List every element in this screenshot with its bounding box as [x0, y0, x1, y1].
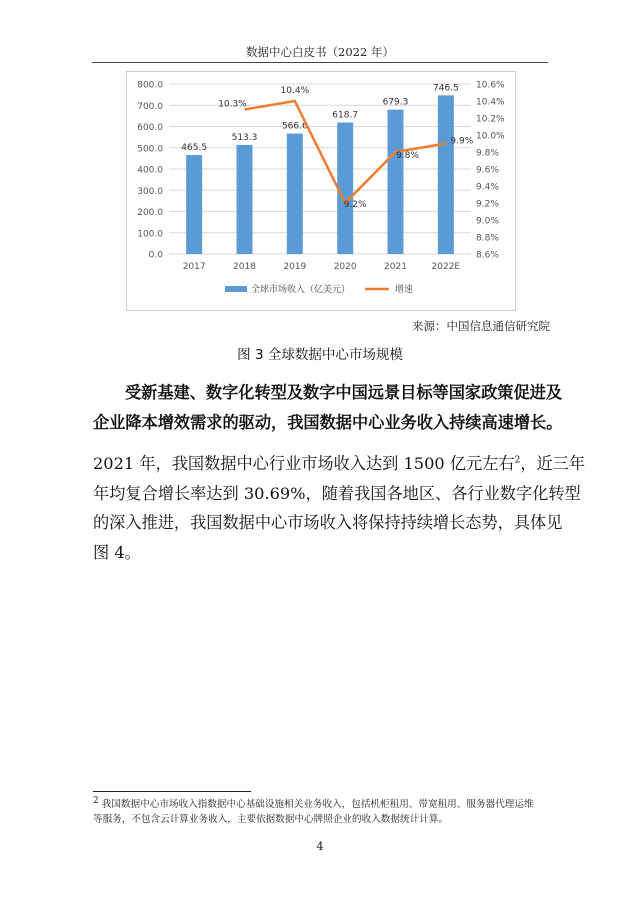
bar-value-label: 513.3: [231, 132, 258, 143]
y2-tick-label: 10.2%: [476, 114, 505, 125]
x-tick-label: 2017: [182, 262, 206, 272]
combo-chart-svg: [127, 72, 515, 310]
para2-line1-tail: ，近三年: [520, 454, 586, 473]
figure-caption: 图 3 全球数据中心市场规模: [237, 347, 403, 363]
line-value-label: 10.4%: [280, 86, 310, 96]
y-tick-label: 0.0: [148, 250, 163, 261]
footnote: [93, 797, 553, 827]
para1-line1: 受新基建、数字化转型及数字中国远景目标等国家政策促进及: [125, 383, 563, 402]
bar: [337, 123, 353, 254]
y2-tick-label: 8.8%: [476, 233, 499, 244]
x-tick-label: 2021: [384, 262, 407, 272]
y-tick-label: 800.0: [137, 80, 163, 91]
y-tick-label: 600.0: [137, 123, 163, 133]
paragraph-body: [93, 449, 586, 567]
footnote-line2: 等服务，不包含云计算业务收入，主要依据数据中心牌照企业的收入数据统计计算。: [93, 814, 448, 825]
paragraph-bold-lead: [93, 378, 563, 437]
y-tick-label: 500.0: [137, 144, 163, 155]
y2-tick-label: 9.6%: [476, 165, 499, 176]
para2-line1-text: 2021 年，我国数据中心行业市场收入达到 1500 亿元左右: [93, 454, 515, 473]
para2-line4: 图 4。: [93, 542, 141, 562]
bar-value-label: 465.5: [181, 143, 208, 154]
chart-source: 来源：中国信息通信研究院: [412, 319, 550, 333]
line-value-label: 9.9%: [450, 136, 474, 147]
para1-line2: 企业降本增效需求的驱动，我国数据中心业务收入持续高速增长。: [93, 412, 563, 432]
footnote-rule: [93, 791, 251, 792]
y-tick-label: 700.0: [137, 101, 163, 112]
footnote-reference[interactable]: 2: [514, 455, 521, 466]
bar: [438, 95, 454, 254]
y2-tick-label: 9.4%: [476, 182, 499, 193]
running-header: 数据中心白皮书（2022 年）: [246, 45, 394, 59]
footnote-line1-text: 我国数据中心市场收入指数据中心基础设施相关业务收入，包括机柜租用、带宽租用、服务器代理运维: [101, 799, 534, 810]
bar-value-label: 566.6: [281, 121, 308, 132]
y2-tick-label: 9.0%: [476, 216, 499, 227]
para2-line3: 的深入推进，我国数据中心市场收入将保持持续增长态势，具体见: [93, 513, 563, 532]
footnote-marker: 2: [93, 795, 99, 806]
legend-label-line: 增速: [395, 285, 414, 295]
legend-swatch-bar: [225, 286, 247, 292]
bar: [388, 110, 404, 254]
para2-line2: 年均复合增长率达到 30.69%，随着我国各地区、各行业数字化转型: [93, 483, 581, 503]
bar: [287, 134, 303, 254]
x-tick-label: 2022E: [431, 262, 461, 272]
line-value-label: 9.8%: [396, 151, 419, 161]
x-tick-label: 2020: [333, 262, 357, 272]
bar-value-label: 618.7: [332, 110, 359, 121]
y2-tick-label: 9.8%: [476, 148, 499, 159]
y2-tick-label: 8.6%: [476, 250, 499, 261]
x-tick-label: 2018: [233, 262, 256, 272]
header-rule: [92, 62, 548, 63]
page-number: 4: [316, 840, 324, 853]
y2-tick-label: 10.0%: [476, 131, 505, 142]
y-tick-label: 300.0: [137, 186, 163, 197]
y2-tick-label: 10.4%: [476, 97, 505, 108]
x-tick-label: 2019: [283, 262, 307, 272]
footnote-line1: [93, 797, 553, 812]
line-value-label: 10.3%: [218, 99, 247, 110]
market-size-chart: [126, 71, 516, 311]
y-tick-label: 100.0: [137, 229, 163, 240]
bar-value-label: 679.3: [382, 97, 409, 108]
y-tick-label: 400.0: [137, 165, 163, 176]
legend-label-bar: 全球市场收入（亿美元）: [251, 285, 351, 295]
bar-value-label: 746.5: [432, 83, 459, 94]
bar: [237, 145, 253, 254]
y2-tick-label: 9.2%: [476, 199, 499, 210]
para2-line1: [93, 449, 586, 479]
y2-tick-label: 10.6%: [476, 80, 505, 91]
y-tick-label: 200.0: [137, 208, 163, 218]
line-value-label: 9.2%: [343, 200, 367, 210]
bar: [186, 155, 202, 254]
